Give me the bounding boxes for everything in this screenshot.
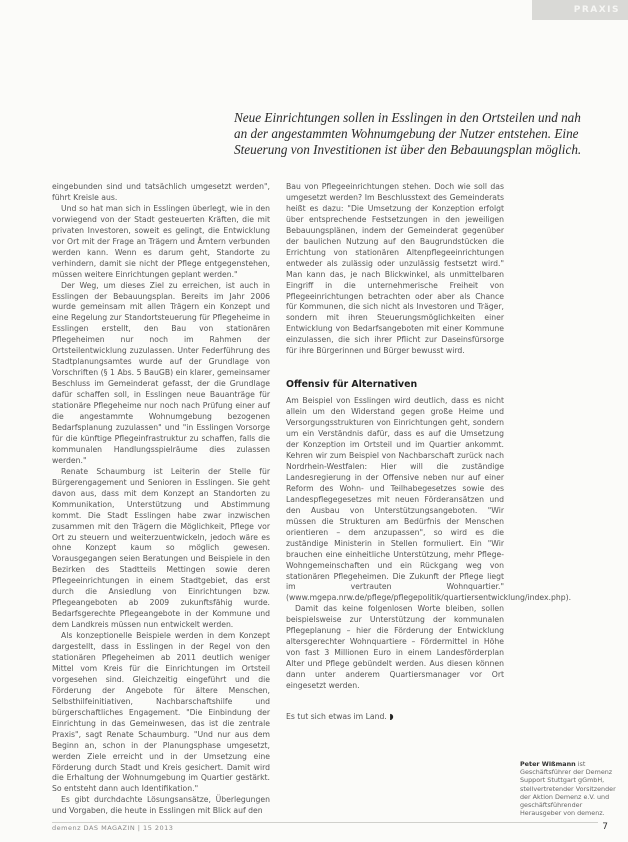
footer-rule bbox=[52, 822, 598, 823]
subheading: Offensiv für Alternativen bbox=[286, 379, 418, 391]
article-column-right bbox=[286, 182, 572, 723]
paragraph: Damit das keine folgenlosen Worte bleiben, sollen beispielsweise zur Unterstützung der kommunalen Pflegeplanung – hier die Förderung der Entwicklung altersgerechter Wohnquartiere – Fördermittel in Höhe von fast 3 Millionen Euro in einem Landesförderplan Alter und Pflege gebündelt werden. Aus diesen können dann unter anderem Quartiersmanager vor Ort eingesetzt werden. bbox=[286, 604, 504, 691]
paragraph: Es gibt durchdachte Lösungsansätze, Überlegungen und Vorgaben, die heute in Esslingen mit Blick auf den bbox=[52, 795, 270, 816]
footer-magazine: demenz DAS MAGAZIN | 15 2013 bbox=[52, 824, 174, 832]
end-mark-icon: ◗ bbox=[389, 711, 394, 721]
section-label: PRAXIS bbox=[532, 0, 628, 20]
author-bio: ist Geschäftsführer der Demenz Support Stuttgart gGmbH, stellvertretender Vorsitzender der Aktion Demenz e.V. und geschäftsführender Herausgeber von demenz. bbox=[520, 760, 616, 818]
paragraph: eingebunden sind und tatsächlich umgesetzt werden", führt Kreisle aus. bbox=[52, 182, 270, 202]
article-column-left bbox=[52, 182, 270, 817]
author-note bbox=[520, 760, 624, 817]
paragraph: Bau von Pflegeeinrichtungen stehen. Doch wie soll das umgesetzt werden? Im Beschlusstext des Gemeinderats heißt es dazu: "Die Umsetzung der Konzeption erfolgt über entsprechende Festsetzungen in den jeweiligen Bebauungsplänen, indem der Gemeinderat gegenüber der baulichen Nutzung auf den Baugrundstücken die Errichtung von stationären Altenpflegeeinrichtungen entweder als zulässig oder unzulässig festsetzt wird." Man kann das, je nach Blickwinkel, als unmittelbaren Eingriff in die unternehmerische Freiheit von Pflegeeinrichtungen betrachten oder aber als Chance für Kommunen, die sich nicht als Investoren und Träger, sondern mit ihren Steuerungsmöglichkeiten einer Entwicklung von Bedarfsangeboten mit einer Kommune einzulassen, die sich ihrer Pflicht zur Daseinsfürsorge für ihre Bürgerinnen und Bürger bewusst wird. bbox=[286, 182, 504, 356]
paragraph: Am Beispiel von Esslingen wird deutlich, dass es nicht allein um den Widerstand gegen große Heime und Versorgungsstrukturen von Einrichtungen geht, sondern um ein Verständnis dafür, dass es auf die Umsetzung der Konzeption im Ortsteil und im Quartier ankommt. Kehren wir zum Beispiel von Nachbarschaft zurück nach Nordrhein-Westfalen: Hier will die zuständige Landesregierung in der Offensive neben nur auf einer Reform des Wohn- und Teilhabegesetzes sowie des Landespflegegesetzes mit neuen Förderansätzen und den Ausbau von Unterstützungsangeboten. "Wir müssen die Strukturen am Bedürfnis der Menschen orientieren – dem anzupassen", so wird es die zuständige Ministerin in Stellen formuliert. Ein "Wir brauchen eine einheitliche Unterstützung, mehr Pflege-Wohngemeinschaften und ein Rückgang weg von stationären Pflegeheimen. Die Zukunft der Pflege liegt im vertrauten Wohnquartier." (www.mgepa.nrw.de/pflege/pflegepolitik/quartiersentwicklung/index.php). bbox=[286, 396, 572, 603]
author-name: Peter Wißmann bbox=[520, 760, 576, 768]
closing-line bbox=[286, 712, 504, 723]
paragraph: Und so hat man sich in Esslingen überlegt, wie in den vorwiegend von der Stadt gesteuerten Kräften, die mit privaten Investoren, soweit es gelingt, die Entwicklung vor Ort mit der Frage an Trägern und Ämtern verbunden werden kann. Wenn es darum geht, Standorte zu verhindern, damit sie nicht der Pflege entgegenstehen, müssen weitere Einrichtungen geplant werden." bbox=[52, 203, 270, 279]
paragraph: Als konzeptionelle Beispiele werden in dem Konzept dargestellt, dass in Esslingen in der Regel von den stationären Pflegeheimen ab 2011 deutlich weniger Mittel vom Kreis für die Einrichtungen im Ortsteil vorgesehen sind. Gleichzeitig eingeführt und die Förderung der Angebote für ältere Menschen, Selbsthilfeinitiativen, Nachbarschaftshilfe und bürgerschaftliches Engagement. "Die Einbindung der Einrichtung in das Gemeinwesen, das ist die zentrale Praxis", sagt Renate Schaumburg. "Und nur aus dem Beginn an, schon in der Planungsphase umgesetzt, werden Ziele erreicht und in der Umsetzung eine Förderung durch Stadt und Kreis gesichert. Damit wird die Erhaltung der Wohnumgebung im Quartier gestärkt. So entsteht dann auch Identifikation." bbox=[52, 631, 270, 794]
paragraph: Der Weg, um dieses Ziel zu erreichen, ist auch in Esslingen der Bebauungsplan. Bereits im Jahr 2006 wurde gemeinsam mit allen Trägern ein Konzept und eine Regelung zur Standortsteuerung für Pflegeheime in Esslingen erstellt, den Bau von stationären Pflegeheimen nur noch im Rahmen der Ortsteilentwicklung zuzulassen. Unter Federführung des Stadtplanungsamtes wurde auf der Grundlage von Vorschriften (§ 1 Abs. 5 BauGB) ein klarer, gemeinsamer Beschluss im Gemeinderat gefasst, der die Grundlage dafür schaffen soll, in Esslingen neue Bauanträge für stationäre Pflegeheime nur noch nach Prüfung einer auf die angestammte Wohnumgebung bezogenen Bedarfsplanung zuzulassen" und "in Esslingen Vorsorge für die künftige Pflegeinfrastruktur zu schaffen, falls die kommunalen Handlungsspielräume dies zulassen werden." bbox=[52, 280, 270, 465]
paragraph: Renate Schaumburg ist Leiterin der Stelle für Bürgerengagement und Senioren in Esslingen. Sie geht davon aus, dass mit dem Konzept an Standorten zu Kommunikation, Unterstützung und Abstimmung kommt. Die Stadt Esslingen habe zwar inzwischen zusammen mit den Trägern die Möglichkeit, Pflege vor Ort zu steuern und weiterzuentwickeln, jedoch wäre es ohne Konzept kaum so möglich gewesen. Vorausgegangen seien Beratungen und Beispiele in den Bezirken des Stadtteils Mettingen sowie deren Pflegeeinrichtungen in einem Stadtgebiet, das erst durch die Ansiedlung von Einrichtungen bzw. Pflegeangeboten ab 2009 zukunftsfähig wurde. Bedarfsgerechte Pflegeangebote in der Kommune und dem Landkreis müssen nun entwickelt werden. bbox=[52, 466, 270, 630]
page-number: 7 bbox=[602, 822, 608, 832]
closing-text: Es tut sich etwas im Land. bbox=[286, 711, 387, 721]
lead-paragraph: Neue Einrichtungen sollen in Esslingen in den Ortsteilen und nah an der angestammten Wohnumgebung der Nutzer entstehen. Eine Steuerung von Investitionen ist über den Bebauungsplan möglich. bbox=[234, 110, 582, 158]
